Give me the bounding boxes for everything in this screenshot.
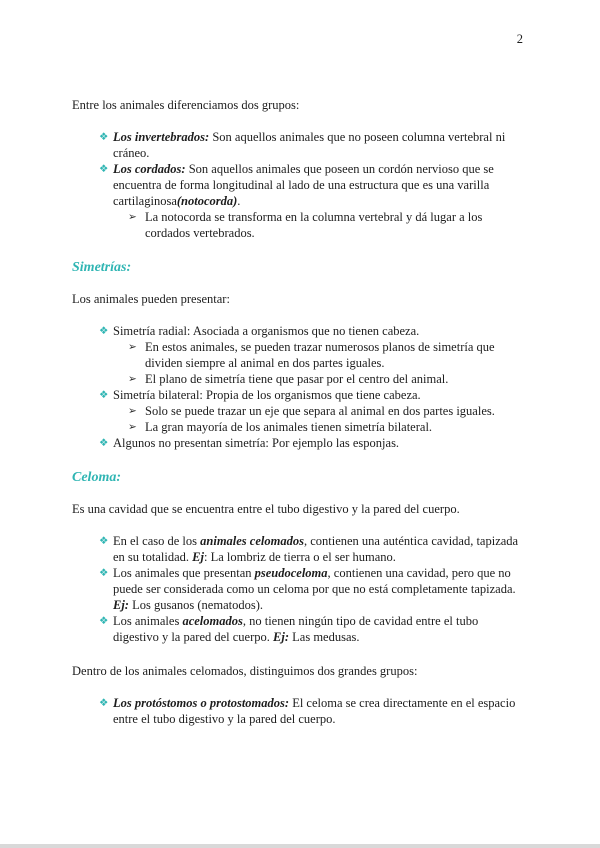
list-item-text <box>113 323 527 339</box>
diamond-bullet-icon: ❖ <box>99 615 109 627</box>
list-item <box>72 613 527 645</box>
diamond-bullet-icon: ❖ <box>99 437 109 449</box>
list-item <box>72 435 527 451</box>
text-run: Simetrías: <box>72 260 132 275</box>
intro-groups-paragraph <box>72 97 527 113</box>
text-run: Simetría bilateral: Propia de los organismos que tiene cabeza. <box>113 388 421 402</box>
celoma-list <box>72 533 527 645</box>
text-run: El celoma se crea directamente en el espacio entre el tubo digestivo y la pared del cuerpo. <box>113 696 516 726</box>
list-item <box>72 209 527 241</box>
text-run: Celoma: <box>72 470 121 485</box>
intro-celoma-paragraph <box>72 501 527 517</box>
list-item-text <box>145 403 527 419</box>
list-item-text <box>113 533 527 565</box>
text-run: Los animales <box>113 614 183 628</box>
text-run: Los animales pueden presentar: <box>72 292 230 306</box>
diamond-bullet-icon: ❖ <box>99 163 109 175</box>
text-run: Ej: <box>113 598 129 612</box>
list-item <box>72 339 527 371</box>
list-item <box>72 403 527 419</box>
text-run: La gran mayoría de los animales tienen simetría bilateral. <box>145 420 433 434</box>
simetrias-list <box>72 323 527 451</box>
list-item <box>72 323 527 339</box>
intro-simetrias-paragraph <box>72 291 527 307</box>
text-run: animales celomados <box>200 534 304 548</box>
diamond-bullet-icon: ❖ <box>99 131 109 143</box>
page-bottom-edge <box>0 844 600 848</box>
arrow-bullet-icon: ➢ <box>128 421 137 433</box>
celomados-grupos-list <box>72 695 527 727</box>
document-content <box>72 97 527 745</box>
diamond-bullet-icon: ❖ <box>99 567 109 579</box>
arrow-bullet-icon: ➢ <box>128 405 137 417</box>
diamond-bullet-icon: ❖ <box>99 535 109 547</box>
list-item <box>72 387 527 403</box>
list-item-text <box>113 161 527 209</box>
text-run: Algunos no presentan simetría: Por ejemplo las esponjas. <box>113 436 400 450</box>
text-run: (notocorda) <box>176 194 238 208</box>
list-item-text <box>145 419 527 435</box>
text-run: El plano de simetría tiene que pasar por el centro del animal. <box>145 372 449 386</box>
list-item-text <box>113 565 527 613</box>
text-run: Los cordados: <box>113 162 186 176</box>
text-run: Las medusas. <box>289 630 360 644</box>
list-item-text <box>113 613 527 645</box>
list-item-text <box>113 129 527 161</box>
list-item <box>72 565 527 613</box>
text-run: En el caso de los <box>113 534 201 548</box>
text-run: , no tienen ningún tipo de cavidad entre el tubo digestivo y la pared del cuerpo. <box>113 614 479 644</box>
list-item-text <box>145 209 527 241</box>
page-number: 2 <box>516 32 523 46</box>
text-run: : La lombriz de tierra o el ser humano. <box>203 550 396 564</box>
list-item-text <box>113 387 527 403</box>
text-run: . <box>237 194 241 208</box>
groups-list <box>72 129 527 241</box>
arrow-bullet-icon: ➢ <box>128 211 137 223</box>
list-item-text <box>113 435 527 451</box>
text-run: Es una cavidad que se encuentra entre el tubo digestivo y la pared del cuerpo. <box>72 502 460 516</box>
diamond-bullet-icon: ❖ <box>99 325 109 337</box>
text-run: En estos animales, se pueden trazar numerosos planos de simetría que dividen siempre al animal en dos partes iguales. <box>145 340 495 370</box>
heading-simetrias <box>72 259 527 277</box>
text-run: Son aquellos animales que no poseen columna vertebral ni cráneo. <box>113 130 506 160</box>
text-run: Ej <box>192 550 204 564</box>
list-item <box>72 419 527 435</box>
list-item-text <box>145 371 527 387</box>
text-run: Simetría radial: Asociada a organismos que no tienen cabeza. <box>113 324 420 338</box>
text-run: La notocorda se transforma en la columna vertebral y dá lugar a los cordados vertebrados. <box>145 210 483 240</box>
list-item <box>72 129 527 161</box>
text-run: Los protóstomos o protostomados: <box>113 696 290 710</box>
text-run: Los gusanos (nematodos). <box>128 598 263 612</box>
text-run: Ej: <box>273 630 290 644</box>
text-run: acelomados <box>182 614 243 628</box>
text-run: Solo se puede trazar un eje que separa al animal en dos partes iguales. <box>145 404 495 418</box>
arrow-bullet-icon: ➢ <box>128 373 137 385</box>
list-item <box>72 371 527 387</box>
list-item <box>72 695 527 727</box>
diamond-bullet-icon: ❖ <box>99 389 109 401</box>
text-run: , contienen una cavidad, pero que no puede ser considerada como un celoma por que no está completamente tapizada. <box>113 566 516 596</box>
text-run: Son aquellos animales que poseen un cordón nervioso que se encuentra de forma longitudinal al lado de una estructura que es una varilla cartilaginosa <box>113 162 494 208</box>
text-run: , contienen una auténtica cavidad, tapizada en su totalidad. <box>113 534 519 564</box>
heading-celoma <box>72 469 527 487</box>
list-item-text <box>145 339 527 371</box>
arrow-bullet-icon: ➢ <box>128 341 137 353</box>
text-run: Dentro de los animales celomados, distinguimos dos grandes grupos: <box>72 664 418 678</box>
text-run: Los animales que presentan <box>113 566 255 580</box>
text-run: Los invertebrados: <box>113 130 210 144</box>
intro-celomados-grupos-paragraph <box>72 663 527 679</box>
text-run: Entre los animales diferenciamos dos grupos: <box>72 98 300 112</box>
list-item <box>72 533 527 565</box>
text-run: pseudoceloma <box>254 566 328 580</box>
list-item-text <box>113 695 527 727</box>
list-item <box>72 161 527 209</box>
diamond-bullet-icon: ❖ <box>99 697 109 709</box>
